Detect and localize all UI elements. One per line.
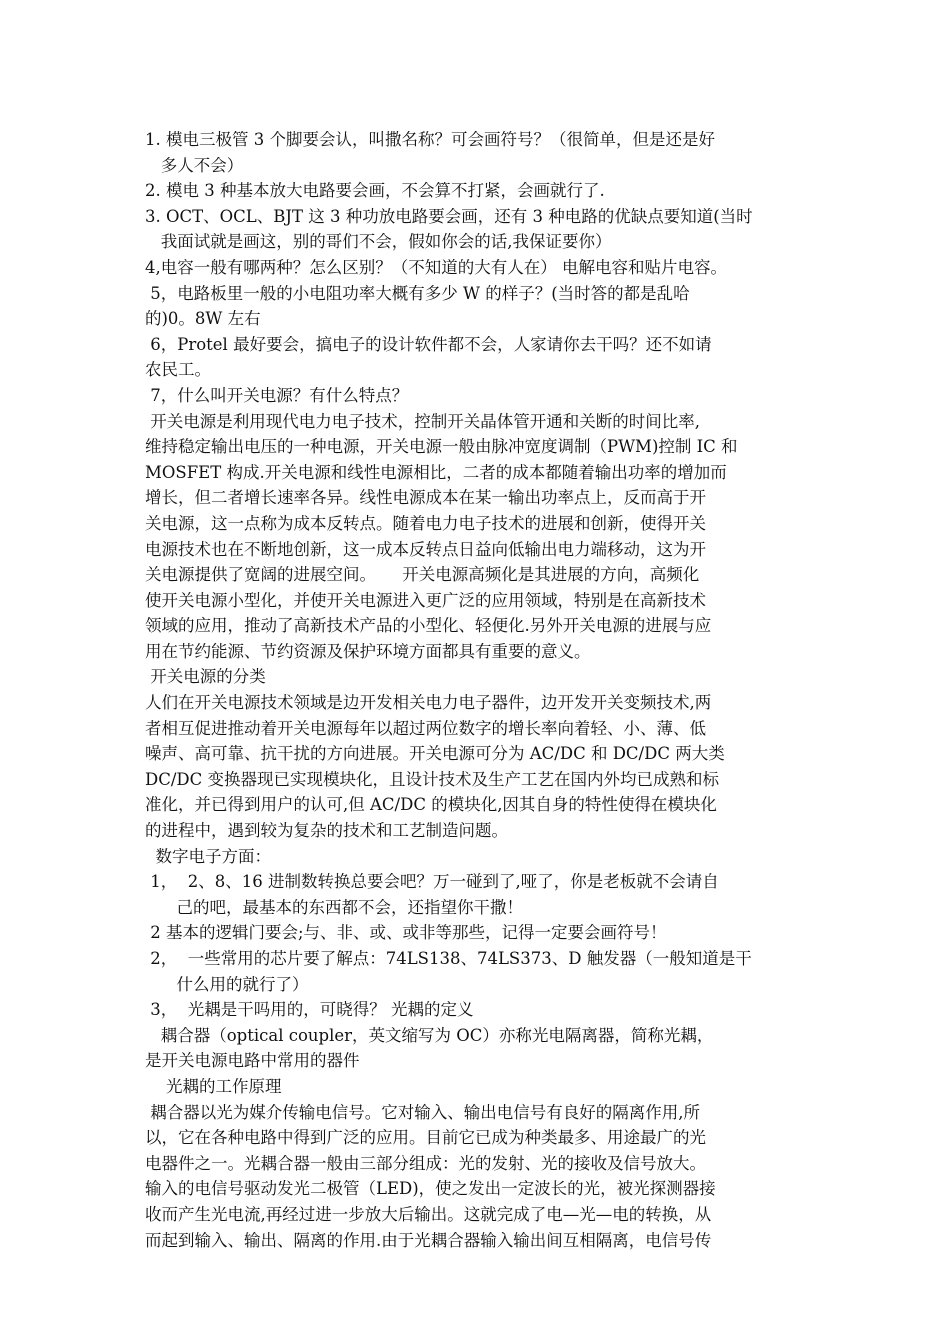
text-line: 7，什么叫开关电源？有什么特点？ bbox=[145, 385, 409, 405]
text-line: 输入的电信号驱动发光二极管（LED)，使之发出一定波长的光，被光探测器接 bbox=[145, 1179, 716, 1199]
text-line: 2 基本的逻辑门要会;与、非、或、或非等那些，记得一定要会画符号！ bbox=[145, 923, 667, 943]
text-line: 耦合器（optical coupler，英文缩写为 OC）亦称光电隔离器，简称光耦， bbox=[145, 1025, 714, 1045]
text-line: 收而产生光电流,再经过进一步放大后输出。这就完成了电—光—电的转换，从 bbox=[145, 1204, 712, 1224]
text-line: 2， 一些常用的芯片要了解点：74LS138、74LS373、D 触发器（一般知道是干 bbox=[145, 949, 752, 968]
text-line: 1. 模电三极管 3 个脚要会认，叫撒名称？可会画符号？（很简单，但是还是好 bbox=[145, 130, 715, 149]
text-line: 3， 光耦是干吗用的，可晓得？ 光耦的定义 bbox=[145, 1000, 474, 1020]
text-line: 5，电路板里一般的小电阻功率大概有多少 W 的样子？(当时答的都是乱哈 bbox=[145, 283, 690, 303]
text-line: 用在节约能源、节约资源及保护环境方面都具有重要的意义。 bbox=[145, 641, 591, 661]
text-line: 的)0。8W 左右 bbox=[145, 309, 261, 329]
text-line: 电器件之一。光耦合器一般由三部分组成：光的发射、光的接收及信号放大。 bbox=[145, 1153, 706, 1173]
text-line: 什么用的就行了） bbox=[145, 974, 309, 994]
text-line: 领域的应用，推动了高新技术产品的小型化、轻便化.另外开关电源的进展与应 bbox=[145, 616, 712, 636]
text-line: 3. OCT、OCL、BJT 这 3 种功放电路要会画，还有 3 种电路的优缺点要知道(当时 bbox=[145, 206, 753, 226]
text-line: 4,电容一般有哪两种？怎么区别？（不知道的大有人在） 电解电容和贴片电容。 bbox=[145, 257, 727, 277]
text-line: 是开关电源电路中常用的器件 bbox=[145, 1051, 360, 1071]
document-body bbox=[145, 127, 825, 1253]
text-line: MOSFET 构成.开关电源和线性电源相比，二者的成本都随着输出功率的增加而 bbox=[145, 462, 727, 482]
text-line: 农民工。 bbox=[145, 360, 211, 380]
text-line: 关电源提供了宽阔的进展空间。 开关电源高频化是其进展的方向，高频化 bbox=[145, 565, 700, 585]
text-line: 关电源，这一点称为成本反转点。随着电力电子技术的进展和创新，使得开关 bbox=[145, 513, 706, 533]
text-line: 使开关电源小型化，并使开关电源进入更广泛的应用领域，特别是在高新技术 bbox=[145, 590, 706, 610]
text-line: 噪声、高可靠、抗干扰的方向进展。开关电源可分为 AC/DC 和 DC/DC 两大类 bbox=[145, 744, 725, 764]
text-line: 开关电源的分类 bbox=[145, 667, 266, 687]
text-line: 以，它在各种电路中得到广泛的应用。目前它已成为种类最多、用途最广的光 bbox=[145, 1128, 706, 1148]
text-line: 2. 模电 3 种基本放大电路要会画，不会算不打紧，会画就行了. bbox=[145, 181, 605, 201]
text-line: 维持稳定输出电压的一种电源，开关电源一般由脉冲宽度调制（PWM)控制 IC 和 bbox=[145, 437, 738, 457]
text-line: 数字电子方面： bbox=[145, 846, 271, 866]
text-line: 1， 2、8、16 进制数转换总要会吧？万一碰到了,哑了，你是老板就不会请自 bbox=[145, 872, 719, 892]
text-line: 人们在开关电源技术领域是边开发相关电力电子器件，边开发开关变频技术,两 bbox=[145, 693, 712, 713]
text-line: 而起到输入、输出、隔离的作用.由于光耦合器输入输出间互相隔离，电信号传 bbox=[145, 1230, 712, 1250]
text-line: 耦合器以光为媒介传输电信号。它对输入、输出电信号有良好的隔离作用,所 bbox=[145, 1102, 700, 1122]
text-line: 的进程中，遇到较为复杂的技术和工艺制造问题。 bbox=[145, 821, 508, 841]
text-line: 增长，但二者增长速率各异。线性电源成本在某一输出功率点上，反而高于开 bbox=[145, 488, 706, 508]
text-line: 己的吧，最基本的东西都不会，还指望你干撒！ bbox=[145, 897, 523, 917]
text-line: 光耦的工作原理 bbox=[145, 1076, 282, 1096]
text-line: 多人不会） bbox=[145, 155, 244, 175]
text-line: 开关电源是利用现代电力电子技术，控制开关晶体管开通和关断的时间比率, bbox=[145, 411, 700, 431]
text-line: 我面试就是画这，别的哥们不会，假如你会的话,我保证要你） bbox=[145, 232, 612, 252]
text-line: 6，Protel 最好要会，搞电子的设计软件都不会，人家请你去干吗？还不如请 bbox=[145, 334, 712, 354]
text-line: 准化，并已得到用户的认可,但 AC/DC 的模块化,因其自身的特性使得在模块化 bbox=[145, 795, 717, 815]
text-line: 电源技术也在不断地创新，这一成本反转点日益向低输出电力端移动，这为开 bbox=[145, 539, 706, 559]
text-line: DC/DC 变换器现已实现模块化，且设计技术及生产工艺在国内外均已成熟和标 bbox=[145, 769, 720, 789]
text-line: 者相互促进推动着开关电源每年以超过两位数字的增长率向着轻、小、薄、低 bbox=[145, 718, 706, 738]
